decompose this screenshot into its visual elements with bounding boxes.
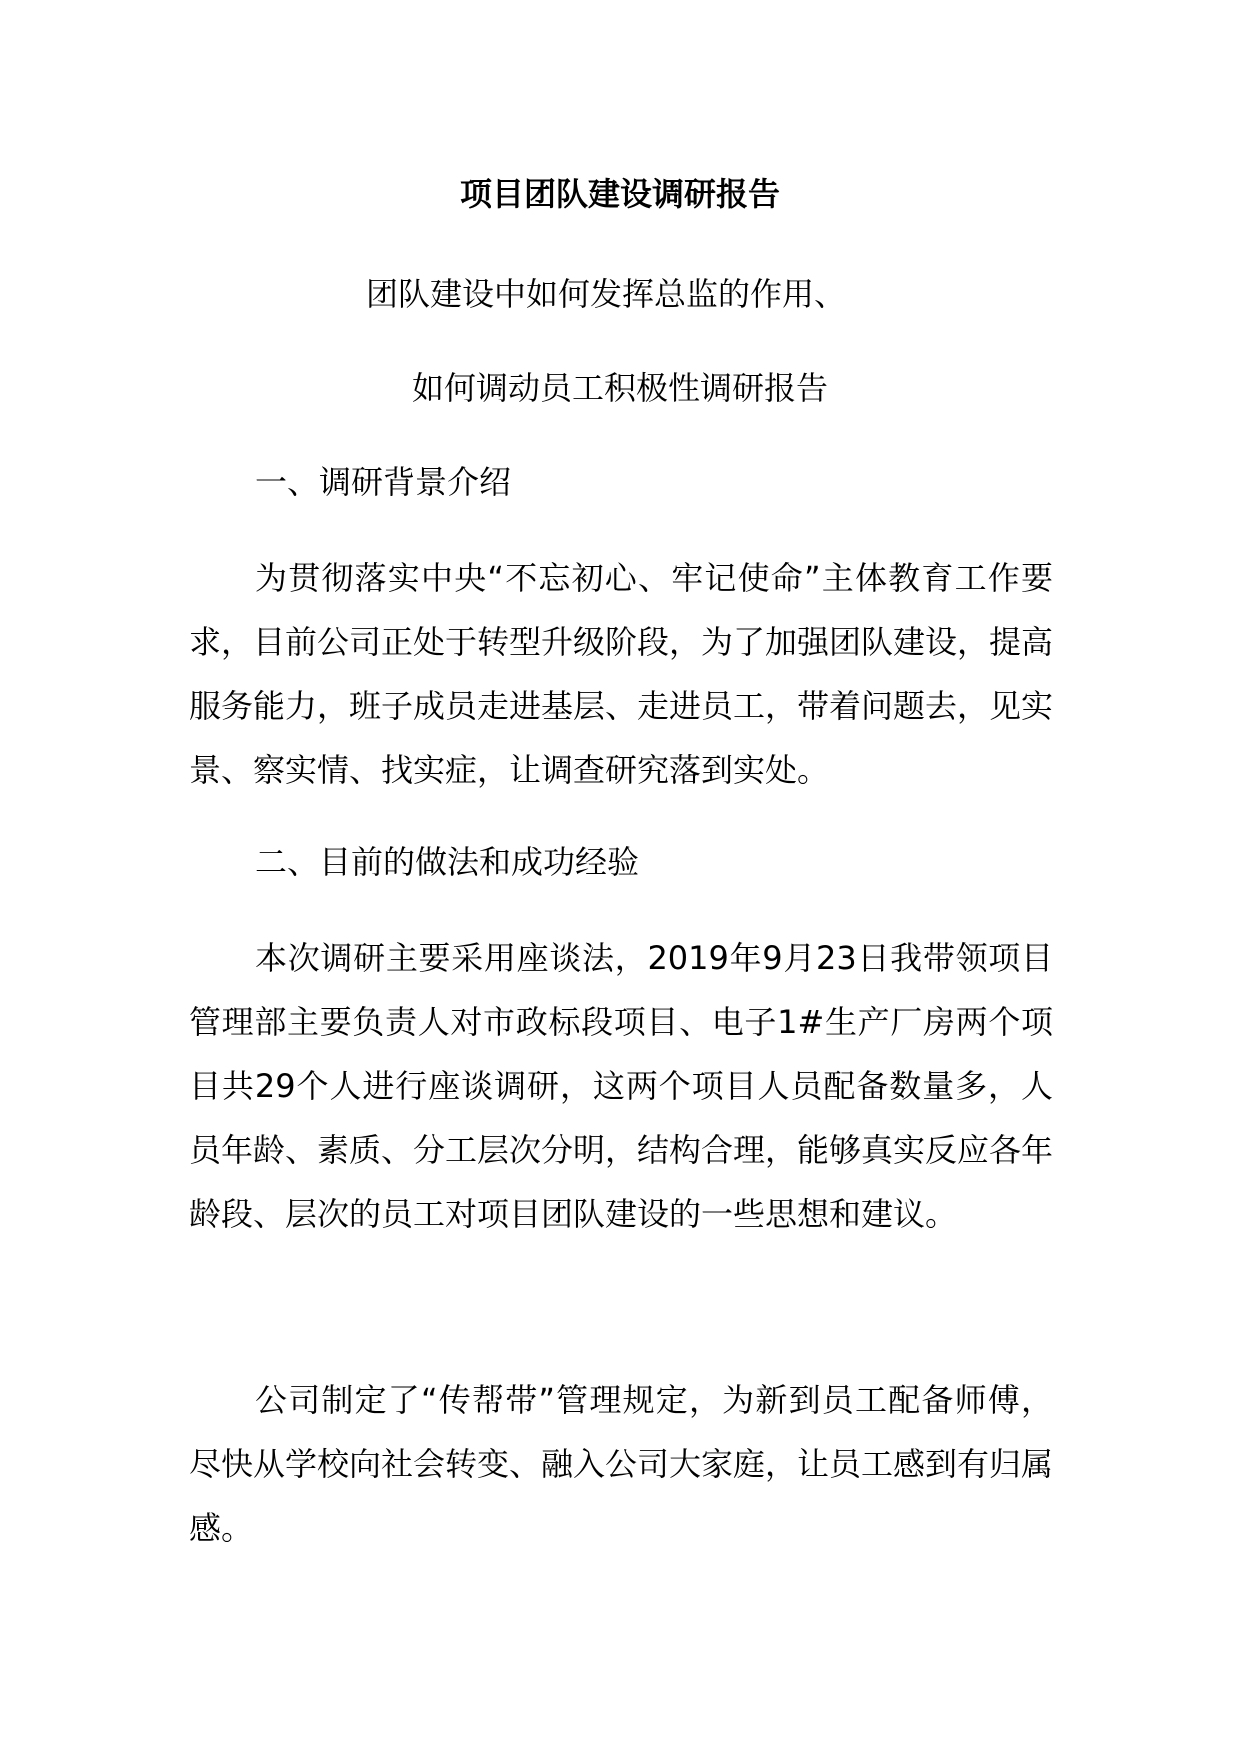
- section-paragraph-mentoring: 公司制定了“传帮带”管理规定，为新到员工配备师傅，尽快从学校向社会转变、融入公司大家庭，让员工感到有归属感。: [189, 1381, 1054, 1547]
- section-paragraph-background: 为贯彻落实中央“不忘初心、牢记使命”主体教育工作要求，目前公司正处于转型升级阶段，为了加强团队建设，提高服务能力，班子成员走进基层、走进员工，带着问题去，见实景、察实情、找实症，让调查研究落到实处。: [189, 559, 1054, 789]
- document-title: 项目团队建设调研报告: [459, 175, 780, 213]
- section-paragraph-survey-method: 本次调研主要采用座谈法，2019年9月23日我带领项目管理部主要负责人对市政标段项目、电子1#生产厂房两个项目共29个人进行座谈调研，这两个项目人员配备数量多，人员年龄、素质、分工层次分明，结构合理，能够真实反应各年龄段、层次的员工对项目团队建设的一些思想和建议。: [189, 939, 1054, 1233]
- document-subtitle-line-1: 团队建设中如何发挥总监的作用、: [365, 275, 846, 313]
- section-heading-practices: 二、目前的做法和成功经验: [255, 843, 640, 881]
- section-heading-background: 一、调研背景介绍: [255, 463, 512, 501]
- document-subtitle-line-2: 如何调动员工积极性调研报告: [411, 369, 828, 407]
